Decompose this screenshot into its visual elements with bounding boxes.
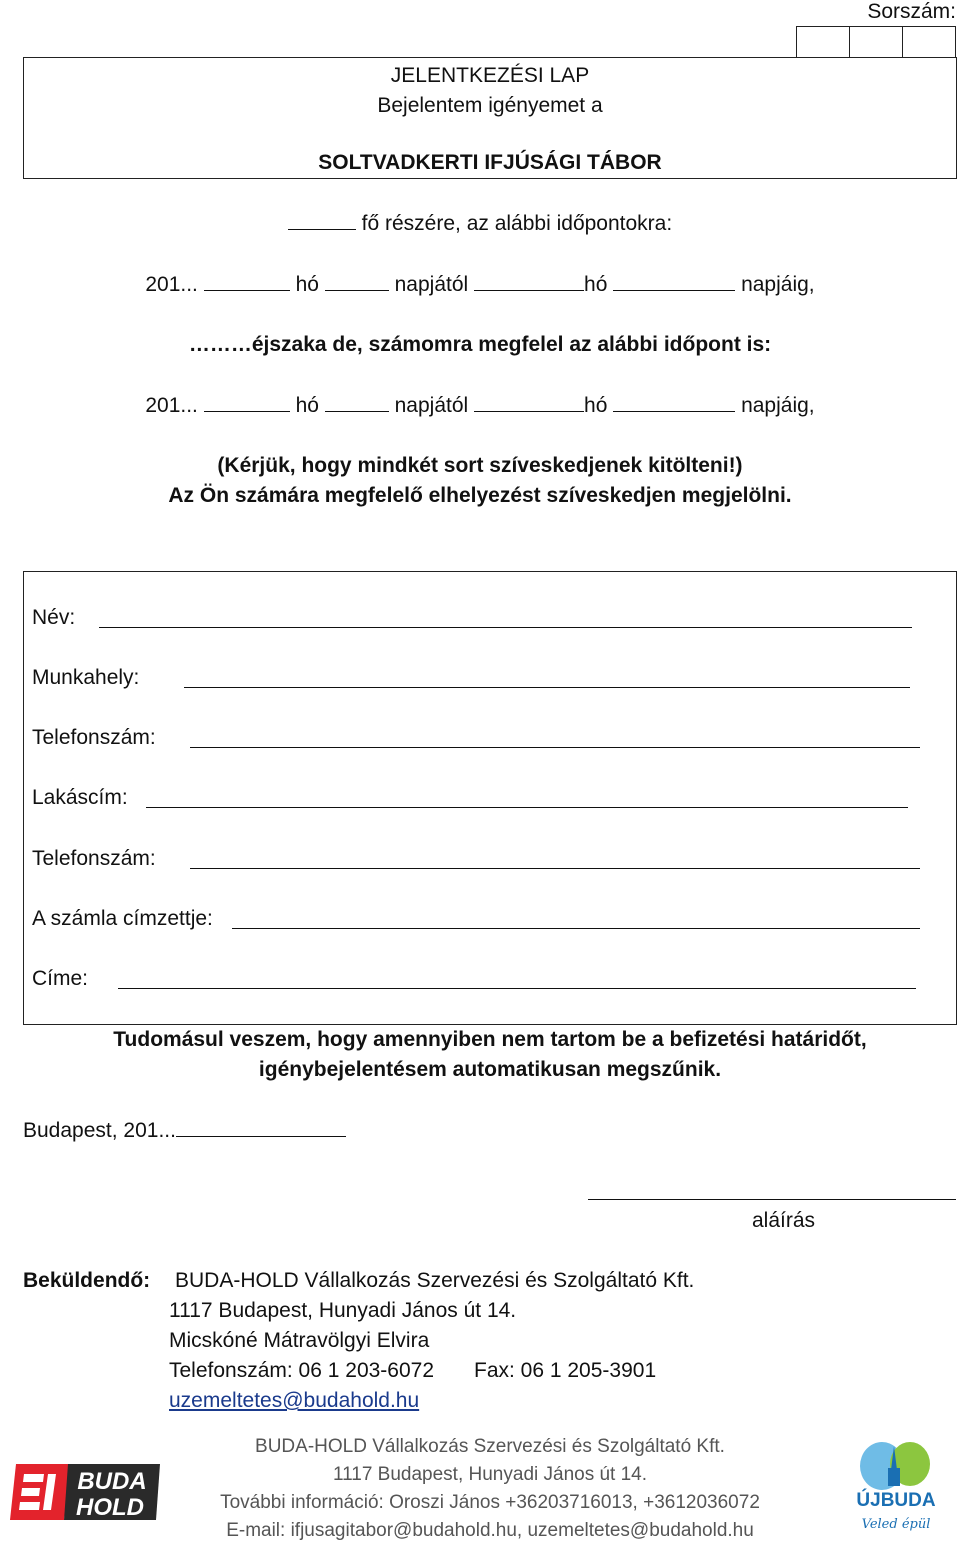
- invoice-address-label: Címe:: [32, 967, 89, 990]
- year-label: 201...: [145, 273, 198, 296]
- from-label: napjától: [394, 273, 469, 296]
- serial-number-boxes[interactable]: [796, 26, 956, 58]
- ujbuda-logo-icon: [850, 1438, 942, 1538]
- signature-line[interactable]: [588, 1199, 956, 1200]
- address-label: Lakáscím:: [32, 786, 128, 809]
- month-blank[interactable]: [474, 411, 584, 412]
- persons-blank[interactable]: [288, 229, 356, 230]
- to-label: napjáig,: [741, 273, 815, 296]
- note-fill-both: (Kérjük, hogy mindkét sort szíveskedjenek kitölteni!): [217, 454, 743, 477]
- persons-row: [0, 212, 960, 236]
- serial-box[interactable]: [850, 27, 903, 57]
- date-row-1: [0, 273, 960, 297]
- footer-address: 1117 Budapest, Hunyadi János út 14.: [332, 1464, 648, 1485]
- ujbuda-logo-slogan: Veled épül: [861, 1517, 931, 1532]
- place-date-row: [23, 1119, 346, 1143]
- month-blank[interactable]: [204, 411, 290, 412]
- from-label: napjától: [394, 394, 469, 417]
- day-blank[interactable]: [613, 290, 735, 291]
- phone-label-2: Telefonszám:: [32, 847, 156, 870]
- form-title: JELENTKEZÉSI LAP: [390, 64, 590, 87]
- form-intro: Bejelentem igényemet a: [377, 94, 603, 117]
- send-to-phone: Telefonszám: 06 1 203-6072: [169, 1359, 435, 1382]
- day-blank[interactable]: [325, 411, 389, 412]
- serial-box[interactable]: [903, 27, 955, 57]
- invoice-recipient-label: A számla címzettje:: [32, 907, 213, 930]
- invoice-recipient-field[interactable]: [232, 928, 920, 929]
- send-to-fax: Fax: 06 1 205-3901: [474, 1359, 657, 1382]
- ujbuda-logo-name: ÚJBUDA: [856, 1490, 936, 1511]
- month-label: hó: [584, 394, 608, 417]
- acknowledge-line-2: igénybejelentésem automatikusan megszűnik.: [258, 1058, 722, 1081]
- budahold-logo-line1: BUDA: [77, 1468, 147, 1495]
- date-field[interactable]: [176, 1136, 346, 1137]
- day-blank[interactable]: [613, 411, 735, 412]
- camp-name: SOLTVADKERTI IFJÚSÁGI TÁBOR: [318, 151, 662, 174]
- personal-data-box: [23, 571, 957, 1025]
- signature-label: aláírás: [752, 1209, 816, 1232]
- budahold-logo-icon: [6, 1460, 162, 1524]
- budahold-logo-line2: HOLD: [76, 1494, 144, 1521]
- month-blank[interactable]: [474, 290, 584, 291]
- date-row-2: [0, 394, 960, 418]
- ujbuda-logo: [850, 1438, 942, 1538]
- day-blank[interactable]: [325, 290, 389, 291]
- header-box: [23, 57, 957, 179]
- acknowledge-line-1: Tudomásul veszem, hogy amennyiben nem tartom be a befizetési határidőt,: [113, 1028, 867, 1051]
- to-label: napjáig,: [741, 394, 815, 417]
- send-to-address: 1117 Budapest, Hunyadi János út 14.: [169, 1299, 517, 1322]
- serial-box[interactable]: [797, 27, 850, 57]
- nights-text: ………éjszaka de, számomra megfelel az alábbi időpont is:: [188, 333, 772, 356]
- workplace-field[interactable]: [184, 687, 910, 688]
- month-label: hó: [295, 273, 319, 296]
- month-label: hó: [584, 273, 608, 296]
- serial-number-label: Sorszám:: [867, 0, 956, 23]
- send-to-email-link[interactable]: uzemeltetes@budahold.hu: [169, 1389, 420, 1412]
- address-field[interactable]: [146, 807, 908, 808]
- phone-field[interactable]: [190, 747, 920, 748]
- send-to-contact: Micskóné Mátravölgyi Elvira: [169, 1329, 430, 1352]
- place-date-label: Budapest, 201...: [23, 1119, 176, 1142]
- month-label: hó: [295, 394, 319, 417]
- name-label: Név:: [32, 606, 76, 629]
- budahold-logo: [6, 1460, 162, 1524]
- footer-info: További információ: Oroszi János +36203716013, +3612036072: [220, 1492, 760, 1513]
- phone-label: Telefonszám:: [32, 726, 156, 749]
- footer-company: BUDA-HOLD Vállalkozás Szervezési és Szolgáltató Kft.: [255, 1436, 725, 1457]
- month-blank[interactable]: [204, 290, 290, 291]
- name-field[interactable]: [99, 627, 912, 628]
- send-to-email-row: [169, 1389, 419, 1413]
- invoice-address-field[interactable]: [118, 988, 916, 989]
- persons-text: fő részére, az alábbi időpontokra:: [361, 212, 673, 235]
- send-to-company: BUDA-HOLD Vállalkozás Szervezési és Szolgáltató Kft.: [175, 1269, 695, 1292]
- send-to-label: Beküldendő:: [23, 1269, 151, 1292]
- note-accommodation: Az Ön számára megfelelő elhelyezést szíveskedjen megjelölni.: [168, 484, 792, 507]
- phone-field-2[interactable]: [190, 868, 920, 869]
- workplace-label: Munkahely:: [32, 666, 140, 689]
- year-label: 201...: [145, 394, 198, 417]
- footer-email: E-mail: ifjusagitabor@budahold.hu, uzemeltetes@budahold.hu: [226, 1520, 754, 1541]
